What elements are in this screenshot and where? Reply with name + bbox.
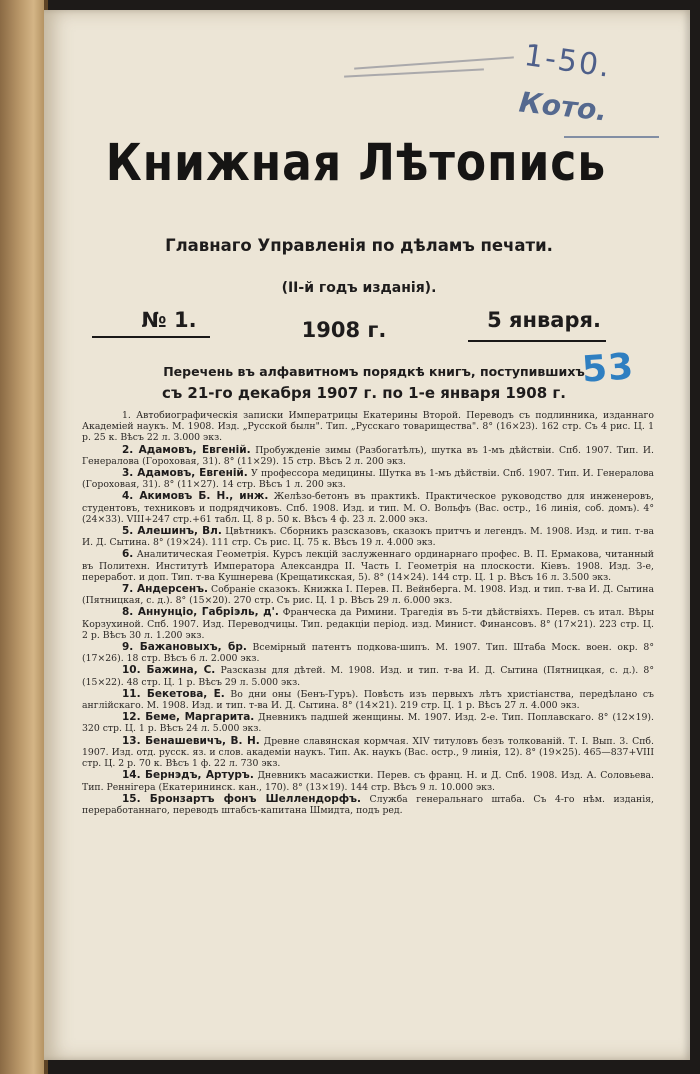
book-binding xyxy=(0,0,48,1074)
entry-text: Пробужденіе зимы (Разбогатѣлъ), шутка въ 1-мъ дѣйствіи. Спб. 1907. Тип. И. Генералова (Гороховая, 31). 8° (11×29). 15 стр. Вѣсъ 2 л. 200 экз. xyxy=(82,444,654,467)
book-entry xyxy=(82,712,654,734)
book-entry xyxy=(82,665,654,687)
entry-author: 2. Адамовъ, Евгеній. xyxy=(122,443,251,456)
issue-year: 1908 г. xyxy=(301,318,387,342)
handwritten-word-note: Кото. xyxy=(517,85,609,128)
handwritten-page-number: 53 xyxy=(580,346,636,391)
entry-author: 9. Бажановыхъ, бр. xyxy=(122,641,247,654)
book-entry xyxy=(82,526,654,548)
book-entry xyxy=(82,736,654,770)
book-entry xyxy=(82,584,654,606)
entry-text: У профессора медицины. Шутка въ 1-мъ дѣйствіи. Спб. 1907. Тип. И. Генералова (Гороховая, 31). 8° (11×27). 14 стр. Вѣсъ 1 л. 200 экз. xyxy=(82,468,654,491)
issue-date: 5 января. xyxy=(487,308,601,332)
edition-year: (II-й годъ изданія). xyxy=(281,280,437,296)
book-entry xyxy=(82,491,654,525)
entry-text: Франческа да Римини. Трагедія въ 5-ти дѣйствіяхъ. Перев. съ итал. Вѣры Корзухиной. Спб. 1907. Изд. Переводчицы. Тип. редакціи період. изд. Минист. Финансовъ. 8° (17×21). 223 стр. Ц. 2 р. Вѣсъ 30 л. 1.200 экз. xyxy=(82,607,654,641)
entry-text: Собраніе сказокъ. Книжка I. Перев. П. Вейнберга. М. 1908. Изд. и тип. т-ва И. Д. Сытина (Пятницкая, с. д.). 8° (15×20). 270 стр. Съ рис. Ц. 1 р. Вѣсъ 29 л. 6.000 экз. xyxy=(82,584,654,607)
journal-page xyxy=(44,10,690,1060)
issue-number: № 1. xyxy=(141,308,197,332)
entry-author: 7. Андерсенъ. xyxy=(122,583,208,596)
entry-author: 15. Бронзартъ фонъ Шеллендорфъ. xyxy=(122,792,362,805)
entry-text: Во дни оны (Бенъ-Гуръ). Повѣсть изъ первыхъ лѣтъ христіанства, передѣлано съ англійскаго. М. 1908. Изд. и тип. т-ва И. Д. Сытина. 8° (14×21). 219 стр. Ц. 1 р. Вѣсъ 27 л. 4.000 экз. xyxy=(82,688,654,712)
book-entry xyxy=(82,410,654,444)
entry-text: Всемірный патентъ подкова-шипъ. М. 1907. Тип. Штаба Моск. воен. окр. 8° (17×26). 18 стр. Вѣсъ 6 л. 2.000 экз. xyxy=(82,642,654,665)
entry-author: 13. Бенашевичъ, В. Н. xyxy=(122,734,260,747)
pencil-scribble xyxy=(344,68,484,77)
entry-author: 12. Беме, Маргарита. xyxy=(122,711,255,724)
entry-text: Дневникъ масажистки. Перев. съ франц. Н. и Д. Спб. 1908. Изд. А. Соловьева. Тип. Реннігера (Екатерининск. кан., 170). 8° (13×19). 144 стр. Вѣсъ 9 л. 10.000 экз. xyxy=(82,770,654,793)
entry-text: Цвѣтникъ. Сборникъ разсказовъ, сказокъ притчъ и легендъ. М. 1908. Изд. и тип. т-ва И. Д. Сытина. 8° (19×24). 111 стр. Съ рис. Ц. 75 к. Вѣсъ 19 л. 4.000 экз. xyxy=(82,526,654,549)
entry-text: Дневникъ падшей женщины. М. 1907. Изд. 2-е. Тип. Поплавскаго. 8° (12×19). 320 стр. Ц. 1 р. Вѣсъ 24 л. 5.000 экз. xyxy=(82,712,654,735)
issue-date-rule xyxy=(468,340,606,342)
list-period: съ 21-го декабря 1907 г. по 1-е января 1908 г. xyxy=(162,384,566,402)
entry-author: 11. Бекетова, Е. xyxy=(122,687,225,700)
entry-author: 3. Адамовъ, Евгеній. xyxy=(122,467,248,480)
entry-author: 6. xyxy=(122,548,134,561)
book-entry xyxy=(82,689,654,711)
entry-author: 5. Алешинъ, Вл. xyxy=(122,525,222,538)
entry-author: 10. Бажина, С. xyxy=(122,664,216,677)
list-intro: Перечень въ алфавитномъ порядкѣ книгъ, поступившихъ xyxy=(163,364,585,379)
entry-author: 14. Бернэдъ, Артуръ. xyxy=(122,769,254,782)
entry-author: 8. Аннунціо, Габріэль, д'. xyxy=(122,606,279,619)
book-entry xyxy=(82,642,654,664)
entry-text: Желѣзо-бетонъ въ практикѣ. Практическое руководство для инженеровъ, студентовъ, техниковъ и подрядчиковъ. Спб. 1908. Изд. и тип. М. О. Вольфъ (Вас. остр., 16 линія, соб. домъ). 4° (24×33). VIII+247 стр.+61 табл. Ц. 8 р. 50 к. Вѣсъ 4 ф. 23 л. 2.000 экз. xyxy=(82,491,654,525)
entry-text: 1. Автобиографическія записки Императрицы Екатерины Второй. Переводъ съ подлинника, изданнаго Академіей наукъ. М. 1908. Изд. „Русской былн". Тип. „Русскаго товарищества". 8° (16×23). 162 стр. Съ 4 рис. Ц. 1 р. 25 к. Вѣсъ 22 л. 3.000 экз. xyxy=(82,410,654,444)
entry-author: 4. Акимовъ Б. Н., инж. xyxy=(122,490,269,503)
entry-text: Аналитическая Геометрія. Курсъ лекцій заслуженнаго ординарнаго профес. В. П. Ермакова, читанный въ Политехн. Институтѣ Императора Александра II. Часть I. Геометрія на плоскости. Кіевъ. 1908. Изд. 3-е, переработ. и доп. Тип. т-ва Кушнерева (Крещатикская, 5). 8° (14×24). 144 стр. Ц. 1 р. Вѣсъ 16 л. 3.500 экз. xyxy=(82,549,654,583)
book-entry-list xyxy=(82,410,654,817)
pencil-scribble xyxy=(354,56,514,69)
book-entry xyxy=(82,770,654,792)
issue-number-rule xyxy=(92,336,210,338)
book-entry xyxy=(82,794,654,816)
book-entry xyxy=(82,549,654,583)
book-entry xyxy=(82,468,654,490)
entry-text: Служба генеральнаго штаба. Съ 4-го нѣм. изданія, переработаннаго, переводъ штабсъ-капитана Шмидта, подъ ред. xyxy=(82,793,654,816)
book-entry xyxy=(82,607,654,641)
entry-text: Разсказы для дѣтей. М. 1908. Изд. и тип. т-ва И. Д. Сытина (Пятницкая, с. д.). 8° (15×22). 48 стр. Ц. 1 р. Вѣсъ 29 л. 5.000 экз. xyxy=(82,665,654,688)
journal-subtitle: Главнаго Управленія по дѣламъ печати. xyxy=(165,236,553,255)
entry-text: Древне славянская кормчая. XIV титуловъ безъ толкованій. Т. I. Вып. 3. Спб. 1907. Изд. отд. русск. яз. и слов. академіи наукъ. Тип. Ак. наукъ (Вас. остр., 9 линія, 12). 8° (19×25). 465—837+VIII стр. Ц. 2 р. 70 к. Вѣсъ 1 ф. 22 л. 730 экз. xyxy=(82,735,654,770)
book-entry xyxy=(82,445,654,467)
handwritten-price-note: 1-50. xyxy=(521,38,614,85)
journal-title: Книжная Лѣтопись xyxy=(105,134,607,193)
